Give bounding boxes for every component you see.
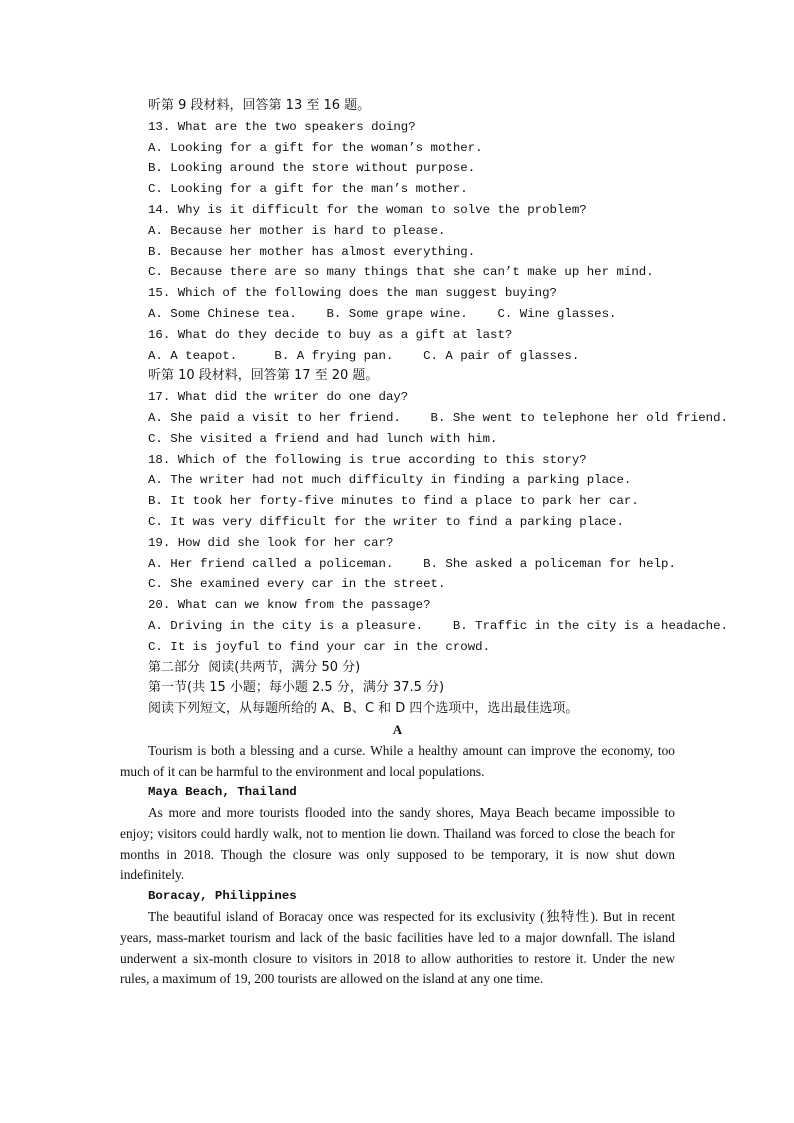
question-20: 20. What can we know from the passage? bbox=[148, 598, 431, 613]
maya-heading: Maya Beach, Thailand bbox=[148, 785, 297, 800]
part2-header: 第二部分 阅读(共两节，满分 50 分) bbox=[148, 659, 361, 675]
question-14: 14. Why is it difficult for the woman to solve the problem? bbox=[148, 202, 587, 217]
reading-instructions: 阅读下列短文，从每题所给的 A、B、C 和 D 四个选项中，选出最佳选项。 bbox=[148, 701, 579, 717]
question-18-option-b: B. It took her forty-five minutes to find a place to park her car. bbox=[148, 494, 639, 509]
intro-paragraph: Tourism is both a blessing and a curse. While a healthy amount can improve the economy, too much of it can be harmful to the environment and local populations. bbox=[120, 742, 675, 779]
question-13-option-a: A. Looking for a gift for the woman’s mother. bbox=[148, 140, 483, 155]
section1-header: 第一节(共 15 小题；每小题 2.5 分，满分 37.5 分) bbox=[148, 680, 445, 696]
maya-paragraph: As more and more tourists flooded into the sandy shores, Maya Beach became impossible to enjoy; visitors could hardly walk, not to mention lie down. Thailand was forced to close the beach for months in 2018. Though the closure was only supposed to be temporary, it is now shut down indefinitely. bbox=[120, 805, 675, 883]
question-19-option-c: C. She examined every car in the street. bbox=[148, 577, 446, 592]
question-18-option-c: C. It was very difficult for the writer to find a parking place. bbox=[148, 514, 624, 529]
question-17: 17. What did the writer do one day? bbox=[148, 390, 409, 405]
exam-page bbox=[120, 96, 728, 990]
question-15-options: A. Some Chinese tea. B. Some grape wine. C. Wine glasses. bbox=[148, 306, 617, 321]
question-13-option-b: B. Looking around the store without purpose. bbox=[148, 161, 476, 176]
question-18: 18. Which of the following is true according to this story? bbox=[148, 452, 587, 467]
section10-header: 听第 10 段材料，回答第 17 至 20 题。 bbox=[148, 368, 379, 384]
question-19-options-ab: A. Her friend called a policeman. B. She asked a policeman for help. bbox=[148, 556, 676, 571]
question-17-option-c: C. She visited a friend and had lunch with him. bbox=[148, 431, 498, 446]
question-20-options-ab: A. Driving in the city is a pleasure. B. Traffic in the city is a headache. bbox=[148, 618, 728, 633]
question-14-option-a: A. Because her mother is hard to please. bbox=[148, 223, 446, 238]
question-13: 13. What are the two speakers doing? bbox=[148, 119, 416, 134]
question-16-options: A. A teapot. B. A frying pan. C. A pair of glasses. bbox=[148, 348, 580, 363]
boracay-heading: Boracay, Philippines bbox=[148, 889, 297, 904]
question-13-option-c: C. Looking for a gift for the man’s mother. bbox=[148, 182, 468, 197]
question-15: 15. Which of the following does the man suggest buying? bbox=[148, 286, 557, 301]
question-16: 16. What do they decide to buy as a gift at last? bbox=[148, 327, 513, 342]
question-19: 19. How did she look for her car? bbox=[148, 535, 394, 550]
passage-letter: A bbox=[392, 721, 403, 737]
question-14-option-c: C. Because there are so many things that she can’t make up her mind. bbox=[148, 265, 654, 280]
question-18-option-a: A. The writer had not much difficulty in finding a parking place. bbox=[148, 473, 632, 488]
question-17-options-ab: A. She paid a visit to her friend. B. She went to telephone her old friend. bbox=[148, 410, 728, 425]
boracay-paragraph: The beautiful island of Boracay once was respected for its exclusivity (独特性). But in recent years, mass-market tourism and lack of the basic facilities have led to a major downfall. The island underwent a six-month closure to visitors in 2018 to allow authorities to restore it. Under the new rules, a maximum of 19, 200 tourists are allowed on the island at any one time. bbox=[120, 909, 675, 987]
question-14-option-b: B. Because her mother has almost everything. bbox=[148, 244, 476, 259]
section9-header: 听第 9 段材料，回答第 13 至 16 题。 bbox=[148, 98, 371, 113]
question-20-option-c: C. It is joyful to find your car in the crowd. bbox=[148, 639, 491, 654]
